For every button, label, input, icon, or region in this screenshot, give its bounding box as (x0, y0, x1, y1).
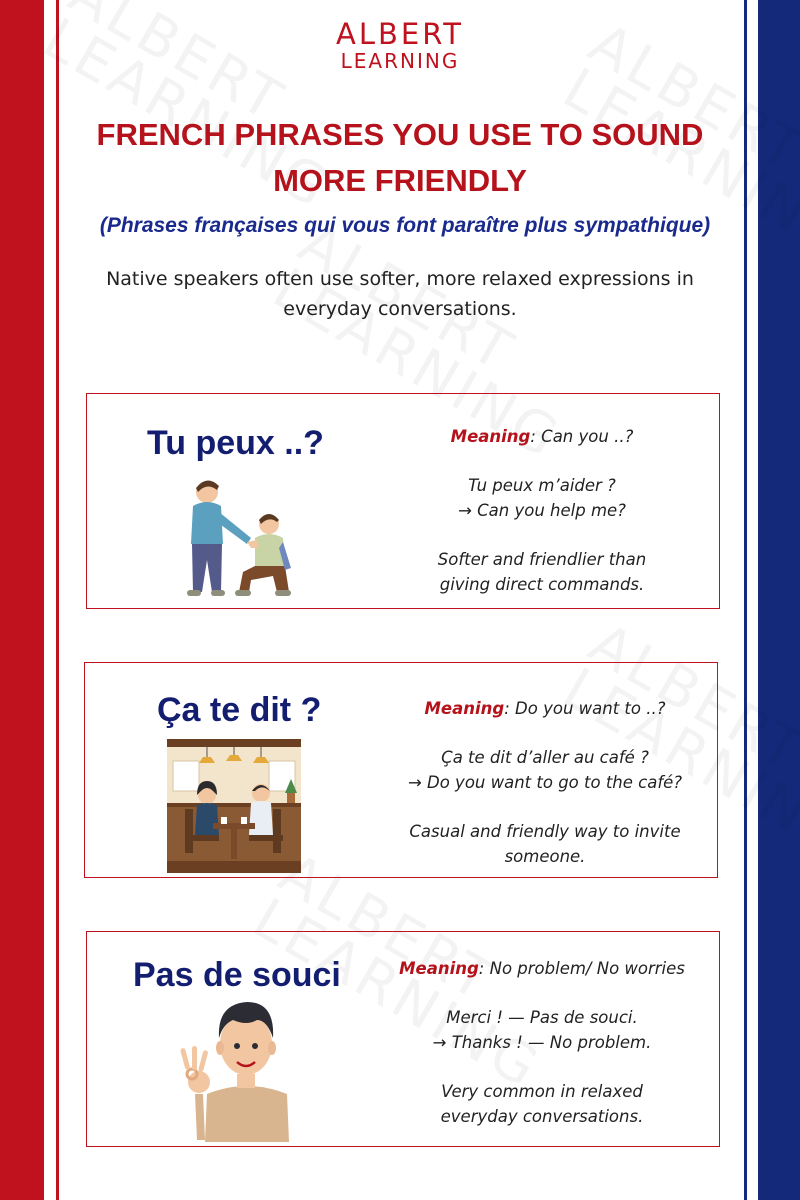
phrase-title: Tu peux ..? (147, 424, 324, 462)
phrase-card-2 (84, 662, 718, 878)
page-title (70, 112, 730, 204)
brand-logo (0, 18, 800, 72)
example-english: → Do you want to go to the café? (407, 773, 683, 792)
phrase-title: Ça te dit ? (157, 691, 322, 729)
phrase-explanation (387, 956, 697, 1129)
phrase-title: Pas de souci (133, 956, 341, 994)
example-french: Ça te dit d’aller au café ? (441, 748, 649, 767)
example-french: Tu peux m’aider ? (468, 476, 616, 495)
ok-gesture-boy-illustration (177, 990, 297, 1142)
page-subtitle: (Phrases françaises qui vous font paraître plus sympathique) (99, 214, 711, 237)
title-line1: FRENCH PHRASES YOU USE TO SOUND (96, 117, 704, 152)
meaning-label: Meaning (399, 959, 479, 978)
brand-line2: LEARNING (340, 49, 460, 73)
usage-note: Softer and friendlier than giving direct commands. (437, 550, 647, 594)
brand-line1: ALBERT (336, 17, 464, 51)
right-blue-stripe (758, 0, 800, 1200)
phrase-card-1 (86, 393, 720, 609)
two-people-helping-illustration (165, 472, 305, 602)
left-red-thin-stripe (56, 0, 59, 1200)
title-line2: MORE FRIENDLY (273, 163, 527, 198)
meaning-label: Meaning (450, 427, 531, 446)
phrase-explanation (387, 424, 697, 597)
meaning-label: Meaning (424, 699, 505, 718)
example-english: → Thanks ! — No problem. (432, 1033, 652, 1052)
example-english: → Can you help me? (458, 501, 626, 520)
cafe-couple-illustration (167, 739, 301, 873)
meaning-text: : Can you ..? (530, 427, 634, 446)
phrase-explanation (385, 696, 705, 869)
usage-note: Casual and friendly way to invite someone. (409, 822, 681, 866)
right-blue-thin-stripe (744, 0, 747, 1200)
intro-text: Native speakers often use softer, more relaxed expressions in everyday conversations. (106, 268, 694, 320)
left-red-stripe (0, 0, 44, 1200)
phrase-card-3 (86, 931, 720, 1147)
meaning-text: : No problem/ No worries (478, 959, 685, 978)
example-french: Merci ! — Pas de souci. (446, 1008, 638, 1027)
usage-note: Very common in relaxed everyday conversations. (440, 1082, 644, 1126)
meaning-text: : Do you want to ..? (504, 699, 666, 718)
